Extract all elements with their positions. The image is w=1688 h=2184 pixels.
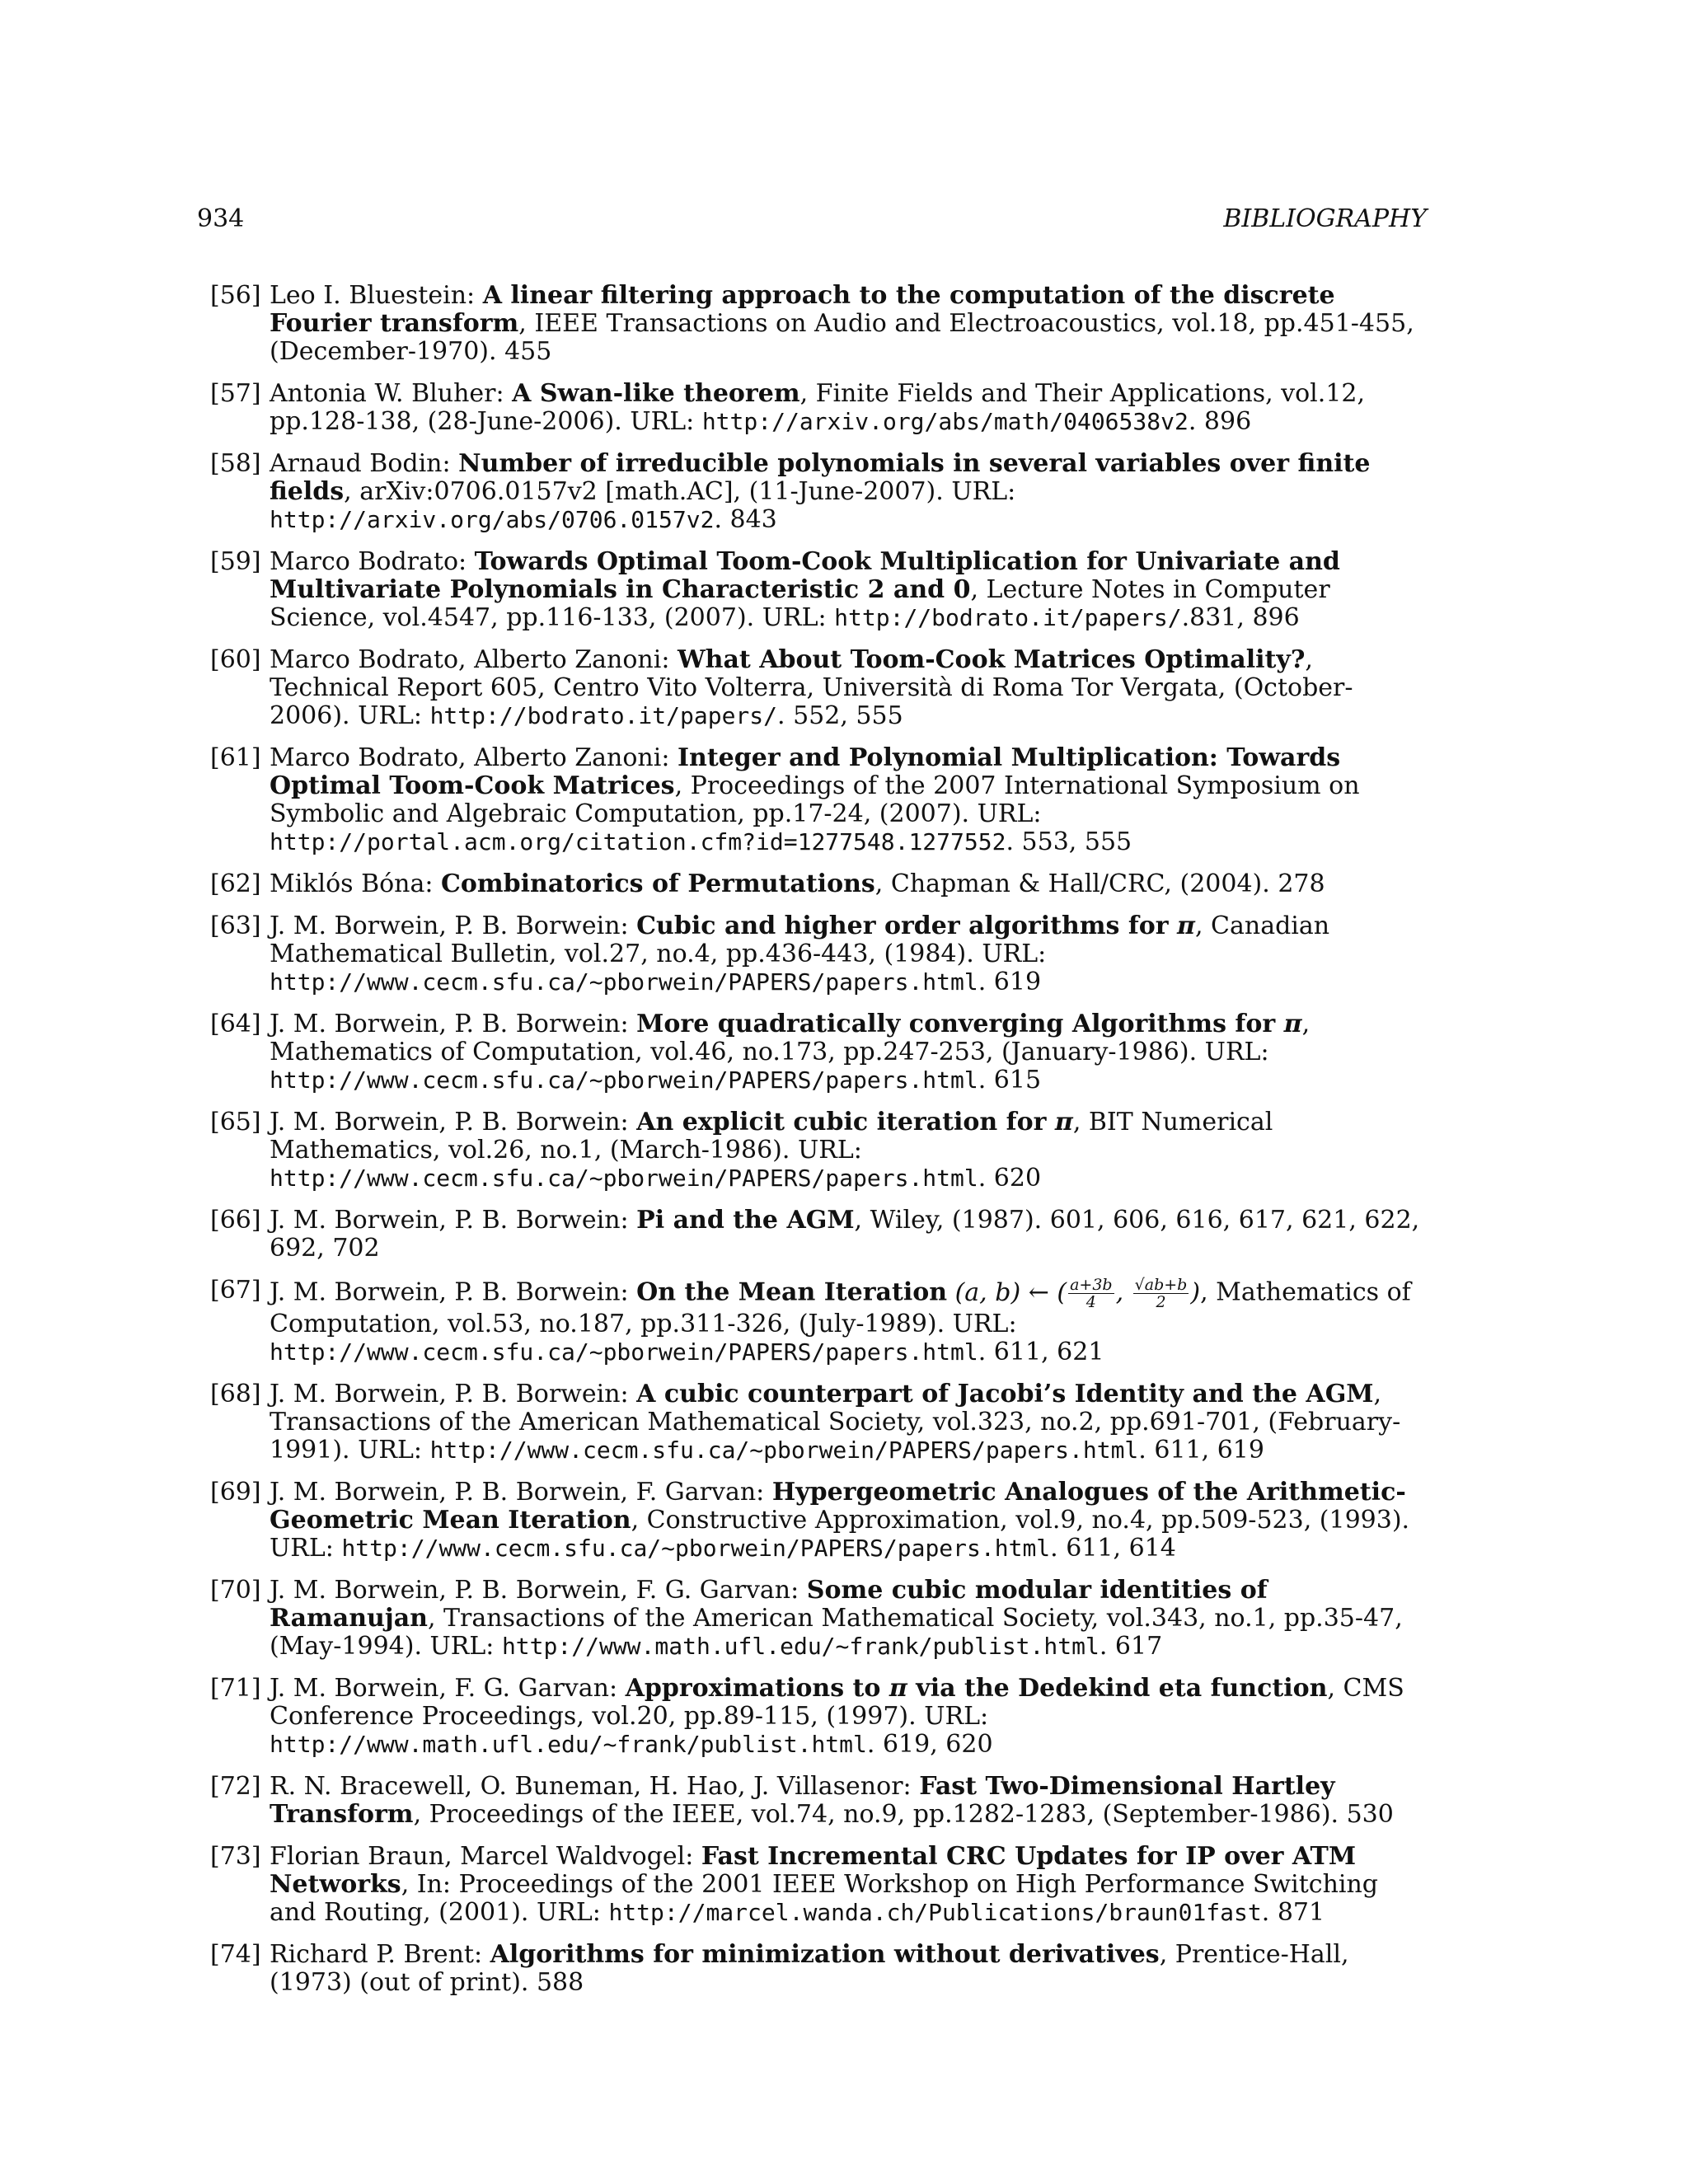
entry-details: , In: Proceedings of the 2001 IEEE Workshop on High Performance Switching and Routing, (2001). URL: [270, 1870, 1379, 1927]
math-formula: (a, b) ← ( $\frac{a+3b}{4}$ , $\frac{√ab+b}{2}$ ) [947, 1276, 1201, 1311]
entry-backref-pages: .831, 896 [1181, 603, 1300, 632]
entry-title [512, 379, 799, 408]
pi-symbol: π [1177, 912, 1195, 940]
entry-backref-pages: 455 [504, 337, 552, 366]
title-text: Hypergeometric Analogues of the Arithmetic-Geometric Mean Iteration [270, 1478, 1406, 1535]
entry-title [636, 1380, 1373, 1408]
fraction-numerator: a+3b [1070, 1276, 1113, 1294]
formula-lhs: (a, b) ← ( [947, 1277, 1067, 1307]
entry-url[interactable]: http://arxiv.org/abs/0706.0157v2 [270, 506, 715, 533]
pi-symbol: π [889, 1674, 907, 1703]
title-text: Algorithms for minimization without derivatives [490, 1940, 1160, 1969]
entry-url[interactable]: http://arxiv.org/abs/math/0406538v2 [701, 408, 1189, 435]
entry-backref-pages: . 871 [1261, 1898, 1325, 1927]
entry-url[interactable]: http://bodrato.it/papers/ [429, 702, 777, 729]
bib-entry [210, 1941, 1422, 1997]
bib-entry [210, 548, 1422, 632]
entry-details: , BIT Numerical Mathematics, vol.26, no.1, (March-1986). URL: [270, 1108, 1273, 1165]
entry-url[interactable]: http://portal.acm.org/citation.cfm?id=1277548.1277552 [270, 828, 1006, 855]
title-text: An explicit cubic iteration for [636, 1108, 1055, 1137]
bib-entry [210, 1010, 1422, 1094]
title-text: Some cubic modular identities of Ramanujan [270, 1576, 1268, 1633]
entry-details: , Proceedings of the IEEE, vol.74, no.9, pp.1282-1283, (September-1986). [413, 1800, 1347, 1829]
bibliography-list [210, 282, 1422, 2011]
entry-url[interactable]: http://www.math.ufl.edu/~frank/publist.html [501, 1633, 1100, 1660]
title-text: Fast Incremental CRC Updates for IP over ATM Networks [270, 1842, 1357, 1899]
title-text: Combinatorics of Permutations [441, 869, 875, 898]
entry-url[interactable]: http://marcel.wanda.ch/Publications/braun01fast [608, 1899, 1262, 1926]
title-text: A linear filtering approach to the computation of the discrete Fourier transform [270, 281, 1335, 338]
entry-label: [69] [210, 1478, 261, 1507]
entry-label: [63] [210, 912, 261, 940]
entry-url[interactable]: http://www.cecm.sfu.ca/~pborwein/PAPERS/papers.html [270, 1165, 978, 1192]
section-title: BIBLIOGRAPHY [1223, 204, 1427, 233]
pi-symbol: π [1283, 1010, 1302, 1038]
title-text: A cubic counterpart of Jacobi’s Identity and the AGM [636, 1380, 1374, 1408]
entry-authors: Arnaud Bodin: [270, 449, 459, 478]
entry-details: , Transactions of the American Mathematical Society, vol.323, no.2, pp.691-701, (February-1991). URL: [270, 1380, 1401, 1465]
title-suffix: via the Dedekind eta function [907, 1674, 1328, 1703]
entry-label: [61] [210, 743, 261, 772]
entry-backref-pages: 601, 606, 616, 617, 621, 622, 692, 702 [270, 1206, 1420, 1263]
entry-authors: J. M. Borwein, P. B. Borwein: [270, 1206, 637, 1235]
entry-label: [56] [210, 281, 261, 310]
title-text: Towards Optimal Toom-Cook Multiplication for Univariate and Multivariate Polynomials in Characteristic 2 and 0 [270, 547, 1340, 604]
entry-authors: J. M. Borwein, P. B. Borwein: [270, 1277, 637, 1307]
entry-details: , CMS Conference Proceedings, vol.20, pp.89-115, (1997). URL: [270, 1674, 1404, 1731]
title-text: Approximations to [625, 1674, 889, 1703]
page-number: 934 [197, 204, 245, 233]
entry-authors: Marco Bodrato: [270, 547, 475, 576]
title-text: Pi and the AGM [636, 1206, 855, 1235]
entry-label: [66] [210, 1206, 261, 1235]
entry-title [636, 1010, 1301, 1038]
entry-backref-pages: 530 [1346, 1800, 1394, 1829]
entry-backref-pages: . 619 [978, 968, 1042, 996]
entry-backref-pages: . 615 [978, 1066, 1042, 1094]
bib-entry [210, 646, 1422, 730]
entry-title [636, 1278, 947, 1307]
bib-entry [210, 1277, 1422, 1366]
bib-entry [210, 1773, 1422, 1829]
entry-backref-pages: . 611, 619 [1138, 1436, 1264, 1465]
entry-label: [60] [210, 645, 261, 674]
bib-entry [210, 1380, 1422, 1465]
title-text: Integer and Polynomial Multiplication: Towards Optimal Toom-Cook Matrices [270, 743, 1341, 800]
entry-title [678, 645, 1305, 674]
entry-details: , Wiley, (1987). [854, 1206, 1050, 1235]
entry-backref-pages: . 843 [714, 505, 777, 534]
fraction [1133, 1277, 1189, 1310]
entry-authors: J. M. Borwein, P. B. Borwein, F. G. Garvan: [270, 1576, 807, 1605]
entry-backref-pages: 278 [1278, 869, 1325, 898]
entry-url[interactable]: http://www.cecm.sfu.ca/~pborwein/PAPERS/papers.html [270, 968, 978, 996]
title-text: Fast Two-Dimensional Hartley Transform [270, 1772, 1335, 1829]
entry-backref-pages: . 896 [1188, 407, 1252, 436]
entry-details: , arXiv:0706.0157v2 [math.AC], (11-June-2007). URL: [344, 477, 1016, 506]
entry-details: , Transactions of the American Mathematical Society, vol.343, no.1, pp.35-47, (May-1994). URL: [270, 1604, 1403, 1661]
entry-details: , Proceedings of the 2007 International Symposium on Symbolic and Algebraic Computation, pp.17-24, (2007). URL: [270, 771, 1360, 828]
entry-authors: Marco Bodrato, Alberto Zanoni: [270, 743, 678, 772]
entry-authors: Florian Braun, Marcel Waldvogel: [270, 1842, 701, 1871]
entry-label: [70] [210, 1576, 261, 1605]
entry-details: , IEEE Transactions on Audio and Electroacoustics, vol.18, pp.451-455, (December-1970). [270, 309, 1414, 366]
entry-authors: J. M. Borwein, P. B. Borwein: [270, 1108, 637, 1137]
entry-backref-pages: . 553, 555 [1006, 827, 1132, 856]
entry-title [441, 869, 875, 898]
bib-entry [210, 1577, 1422, 1661]
entry-url[interactable]: http://www.cecm.sfu.ca/~pborwein/PAPERS/papers.html [270, 1338, 978, 1366]
entry-label: [64] [210, 1010, 261, 1038]
entry-details: , Finite Fields and Their Applications, vol.12, pp.128-138, (28-June-2006). URL: [270, 379, 1366, 436]
entry-label: [71] [210, 1674, 261, 1703]
entry-authors: Miklós Bóna: [270, 869, 442, 898]
entry-backref-pages: . 619, 620 [866, 1730, 993, 1759]
formula-rhs: ) [1190, 1277, 1201, 1307]
fraction-denominator: 4 [1085, 1293, 1096, 1311]
bib-entry [210, 450, 1422, 534]
entry-title [490, 1940, 1160, 1969]
entry-url[interactable]: http://bodrato.it/papers/ [834, 604, 1182, 631]
pi-symbol: π [1054, 1108, 1073, 1137]
entry-label: [74] [210, 1940, 261, 1969]
bib-entry [210, 1108, 1422, 1193]
entry-details: , Canadian Mathematical Bulletin, vol.27, no.4, pp.436-443, (1984). URL: [270, 912, 1330, 968]
entry-backref-pages: . 617 [1099, 1632, 1163, 1661]
title-text: Cubic and higher order algorithms for [636, 912, 1178, 940]
entry-title [636, 1206, 854, 1235]
entry-url[interactable]: http://www.cecm.sfu.ca/~pborwein/PAPERS/papers.html [270, 1066, 978, 1094]
fraction [1068, 1277, 1114, 1310]
entry-title [636, 1108, 1073, 1137]
entry-label: [57] [210, 379, 261, 408]
entry-label: [58] [210, 449, 261, 478]
bib-entry [210, 380, 1422, 436]
entry-authors: R. N. Bracewell, O. Buneman, H. Hao, J. Villasenor: [270, 1772, 920, 1801]
entry-label: [73] [210, 1842, 261, 1871]
title-text: On the Mean Iteration [636, 1277, 948, 1307]
entry-authors: J. M. Borwein, P. B. Borwein: [270, 1380, 637, 1408]
entry-details: , Constructive Approximation, vol.9, no.4, pp.509-523, (1993). URL: [270, 1506, 1410, 1563]
bib-entry [210, 744, 1422, 856]
entry-authors: J. M. Borwein, P. B. Borwein: [270, 1010, 637, 1038]
entry-details: , Mathematics of Computation, vol.53, no.187, pp.311-326, (July-1989). URL: [270, 1277, 1411, 1338]
entry-authors: J. M. Borwein, P. B. Borwein, F. Garvan: [270, 1478, 772, 1507]
title-text: Number of irreducible polynomials in several variables over finite fields [270, 449, 1371, 506]
fraction-denominator: 2 [1156, 1293, 1166, 1311]
entry-label: [59] [210, 547, 261, 576]
entry-details: , Lecture Notes in Computer Science, vol.4547, pp.116-133, (2007). URL: [270, 575, 1330, 632]
title-text: What About Toom-Cook Matrices Optimality? [677, 645, 1306, 674]
entry-title [636, 912, 1195, 940]
entry-backref-pages: 588 [536, 1968, 584, 1997]
title-text: A Swan-like theorem [512, 379, 800, 408]
entry-label: [62] [210, 869, 261, 898]
entry-authors: Richard P. Brent: [270, 1940, 490, 1969]
entry-details: , Chapman & Hall/CRC, (2004). [874, 869, 1278, 898]
entry-authors: J. M. Borwein, P. B. Borwein: [270, 912, 637, 940]
entry-label: [72] [210, 1772, 261, 1801]
entry-label: [67] [210, 1276, 261, 1305]
entry-backref-pages: . 620 [978, 1164, 1042, 1193]
entry-details: , Mathematics of Computation, vol.46, no.173, pp.247-253, (January-1986). URL: [270, 1010, 1311, 1066]
entry-authors: Marco Bodrato, Alberto Zanoni: [270, 645, 678, 674]
entry-authors: Antonia W. Bluher: [270, 379, 513, 408]
entry-backref-pages: . 611, 621 [978, 1338, 1104, 1366]
entry-url[interactable]: http://www.math.ufl.edu/~frank/publist.html [270, 1731, 867, 1758]
entry-details: , Technical Report 605, Centro Vito Volterra, Università di Roma Tor Vergata, (October-2006). URL: [270, 645, 1353, 730]
bib-entry [210, 1843, 1422, 1927]
bib-entry [210, 912, 1422, 996]
entry-backref-pages: . 552, 555 [777, 701, 903, 730]
entry-url[interactable]: http://www.cecm.sfu.ca/~pborwein/PAPERS/papers.html [429, 1436, 1139, 1464]
title-text: More quadratically converging Algorithms for [636, 1010, 1284, 1038]
entry-label: [68] [210, 1380, 261, 1408]
bib-entry [210, 1675, 1422, 1759]
entry-backref-pages: . 611, 614 [1050, 1534, 1176, 1563]
entry-url[interactable]: http://www.cecm.sfu.ca/~pborwein/PAPERS/papers.html [341, 1535, 1051, 1562]
entry-label: [65] [210, 1108, 261, 1137]
fraction-numerator: √ab+b [1134, 1276, 1188, 1294]
bib-entry [210, 870, 1422, 898]
entry-title [626, 1674, 1328, 1703]
bib-entry [210, 1207, 1422, 1263]
entry-authors: Leo I. Bluestein: [270, 281, 483, 310]
entry-details: , Prentice-Hall, (1973) (out of print). [270, 1940, 1349, 1997]
entry-authors: J. M. Borwein, F. G. Garvan: [270, 1674, 626, 1703]
bib-entry [210, 282, 1422, 366]
bib-entry [210, 1479, 1422, 1563]
